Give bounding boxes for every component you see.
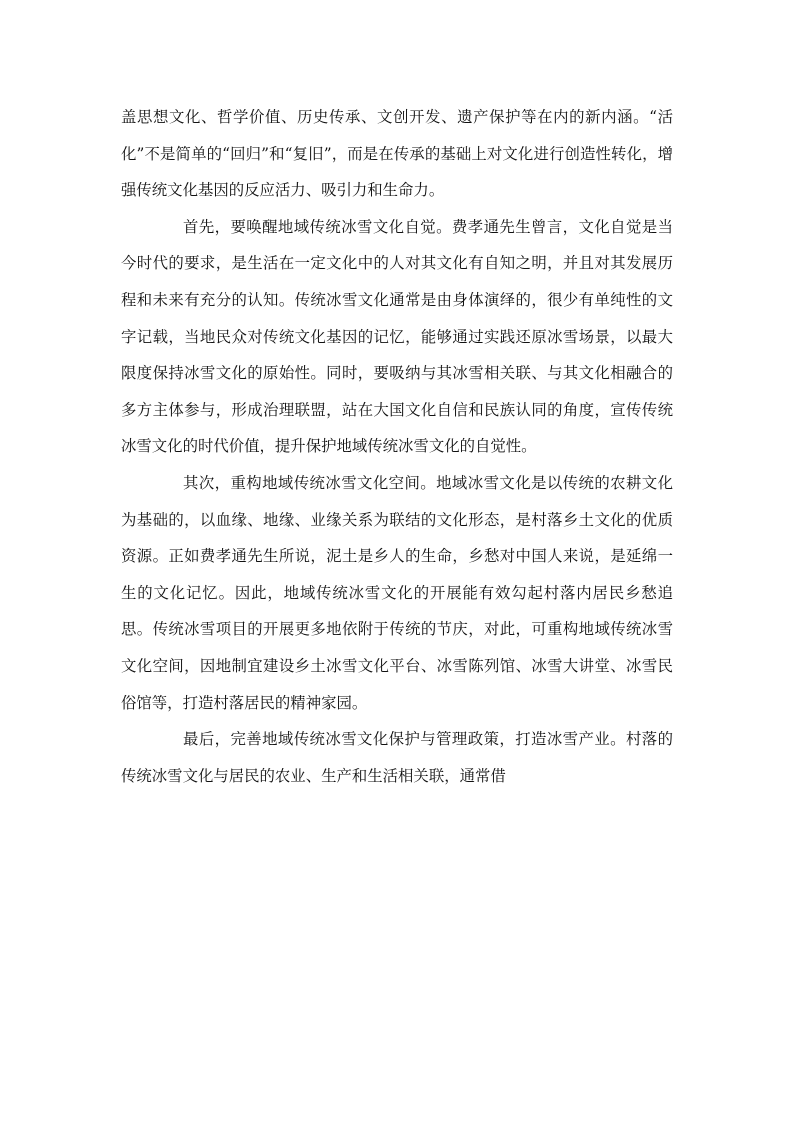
paragraph-continuation: 盖思想文化、哲学价值、历史传承、文创开发、遗产保护等在内的新内涵。“活化”不是简单的“回归”和“复旧”，而是在传承的基础上对文化进行创造性转化，增强传统文化基因的反应活力、吸引力和生命力。 (121, 108, 673, 200)
document-body (121, 99, 673, 794)
paragraph-cultural-space: 其次，重构地域传统冰雪文化空间。地域冰雪文化是以传统的农耕文化为基础的，以血缘、地缘、业缘关系为联结的文化形态，是村落乡土文化的优质资源。正如费孝通先生所说，泥土是乡人的生命，乡愁对中国人来说，是延绵一生的文化记忆。因此，地域传统冰雪文化的开展能有效勾起村落内居民乡愁追思。传统冰雪项目的开展更多地依附于传统的节庆，对此，可重构地域传统冰雪文化空间，因地制宜建设乡土冰雪文化平台、冰雪陈列馆、冰雪大讲堂、冰雪民俗馆等，打造村落居民的精神家园。 (121, 473, 673, 712)
paragraph-policy: 最后，完善地域传统冰雪文化保护与管理政策，打造冰雪产业。村落的传统冰雪文化与居民的农业、生产和生活相关联，通常借 (121, 730, 673, 785)
paragraph-cultural-awareness: 首先，要唤醒地域传统冰雪文化自觉。费孝通先生曾言，文化自觉是当今时代的要求，是生活在一定文化中的人对其文化有自知之明，并且对其发展历程和未来有充分的认知。传统冰雪文化通常是由身体演绎的，很少有单纯性的文字记载，当地民众对传统文化基因的记忆，能够通过实践还原冰雪场景，以最大限度保持冰雪文化的原始性。同时，要吸纳与其冰雪相关联、与其文化相融合的多方主体参与，形成治理联盟，站在大国文化自信和民族认同的角度，宣传传统冰雪文化的时代价值，提升保护地域传统冰雪文化的自觉性。 (121, 217, 673, 456)
